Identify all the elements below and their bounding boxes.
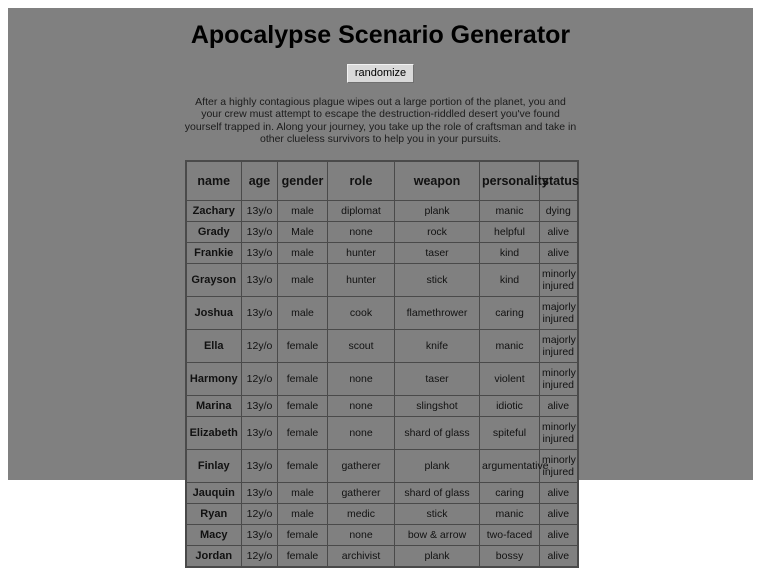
cell-personality: idiotic xyxy=(480,396,540,417)
cell-role: scout xyxy=(328,330,395,363)
cell-gender: male xyxy=(278,201,328,222)
cell-age: 13y/o xyxy=(242,483,278,504)
cell-gender: female xyxy=(278,525,328,546)
cell-name: Frankie xyxy=(186,243,242,264)
cell-personality: manic xyxy=(480,201,540,222)
cell-role: none xyxy=(328,417,395,450)
cell-role: none xyxy=(328,525,395,546)
cell-role: diplomat xyxy=(328,201,395,222)
browser-viewport xyxy=(8,8,753,563)
cell-age: 13y/o xyxy=(242,417,278,450)
column-header-weapon: weapon xyxy=(395,161,480,201)
cell-age: 13y/o xyxy=(242,450,278,483)
cell-personality: helpful xyxy=(480,222,540,243)
cell-status: majorly injured xyxy=(540,297,578,330)
cell-status: minorly injured xyxy=(540,417,578,450)
cell-personality: caring xyxy=(480,297,540,330)
cell-status: alive xyxy=(540,483,578,504)
cell-weapon: plank xyxy=(395,450,480,483)
cell-status: alive xyxy=(540,504,578,525)
cell-name: Ella xyxy=(186,330,242,363)
cell-age: 12y/o xyxy=(242,363,278,396)
cell-age: 12y/o xyxy=(242,546,278,568)
cell-name: Zachary xyxy=(186,201,242,222)
cell-age: 13y/o xyxy=(242,243,278,264)
column-header-name: name xyxy=(186,161,242,201)
table-row xyxy=(186,222,578,243)
cell-role: gatherer xyxy=(328,450,395,483)
column-header-role: role xyxy=(328,161,395,201)
cell-gender: Male xyxy=(278,222,328,243)
cell-age: 13y/o xyxy=(242,264,278,297)
cell-name: Marina xyxy=(186,396,242,417)
table-body xyxy=(186,201,578,568)
cell-weapon: shard of glass xyxy=(395,417,480,450)
page-content xyxy=(8,8,753,568)
cell-role: cook xyxy=(328,297,395,330)
scenario-description: After a highly contagious plague wipes out a large portion of the planet, you and your crew must attempt to escape the destruction-riddled desert you've found yourself trapped in. Along your journey, you take up the role of craftsman and take in other clueless survivors to help you in your pursuits. xyxy=(184,95,577,146)
cell-role: none xyxy=(328,396,395,417)
table-row xyxy=(186,483,578,504)
table-row xyxy=(186,396,578,417)
page-title: Apocalypse Scenario Generator xyxy=(190,21,571,49)
cell-age: 12y/o xyxy=(242,330,278,363)
cell-weapon: plank xyxy=(395,201,480,222)
cell-role: archivist xyxy=(328,546,395,568)
table-row xyxy=(186,546,578,568)
cell-weapon: taser xyxy=(395,243,480,264)
cell-gender: female xyxy=(278,396,328,417)
cell-status: minorly injured xyxy=(540,450,578,483)
cell-gender: female xyxy=(278,450,328,483)
cell-role: hunter xyxy=(328,264,395,297)
cell-weapon: taser xyxy=(395,363,480,396)
cell-gender: female xyxy=(278,417,328,450)
cell-name: Jordan xyxy=(186,546,242,568)
cell-status: alive xyxy=(540,222,578,243)
cell-role: medic xyxy=(328,504,395,525)
cell-weapon: stick xyxy=(395,264,480,297)
table-row xyxy=(186,450,578,483)
cell-weapon: flamethrower xyxy=(395,297,480,330)
cell-name: Macy xyxy=(186,525,242,546)
cell-personality: kind xyxy=(480,264,540,297)
cell-weapon: plank xyxy=(395,546,480,568)
table-row xyxy=(186,363,578,396)
table-row xyxy=(186,417,578,450)
cell-weapon: stick xyxy=(395,504,480,525)
cell-weapon: rock xyxy=(395,222,480,243)
cell-personality: argumentative xyxy=(480,450,540,483)
table-header xyxy=(186,161,578,201)
cell-name: Grayson xyxy=(186,264,242,297)
column-header-age: age xyxy=(242,161,278,201)
cell-name: Elizabeth xyxy=(186,417,242,450)
cell-age: 13y/o xyxy=(242,525,278,546)
cell-status: majorly injured xyxy=(540,330,578,363)
cell-status: alive xyxy=(540,546,578,568)
cell-role: none xyxy=(328,363,395,396)
column-header-personality: personality xyxy=(480,161,540,201)
cell-age: 13y/o xyxy=(242,222,278,243)
cell-gender: female xyxy=(278,546,328,568)
table-row xyxy=(186,525,578,546)
table-row xyxy=(186,264,578,297)
table-row xyxy=(186,504,578,525)
cell-status: dying xyxy=(540,201,578,222)
cell-personality: spiteful xyxy=(480,417,540,450)
cell-role: gatherer xyxy=(328,483,395,504)
cell-gender: female xyxy=(278,330,328,363)
cell-gender: male xyxy=(278,297,328,330)
cell-personality: violent xyxy=(480,363,540,396)
cell-weapon: knife xyxy=(395,330,480,363)
cell-personality: manic xyxy=(480,504,540,525)
cell-name: Harmony xyxy=(186,363,242,396)
cell-personality: two-faced xyxy=(480,525,540,546)
cell-age: 13y/o xyxy=(242,396,278,417)
cell-weapon: shard of glass xyxy=(395,483,480,504)
table-row xyxy=(186,201,578,222)
cell-gender: male xyxy=(278,504,328,525)
table-row xyxy=(186,330,578,363)
cell-name: Jauquin xyxy=(186,483,242,504)
cell-gender: male xyxy=(278,264,328,297)
column-header-gender: gender xyxy=(278,161,328,201)
cell-status: alive xyxy=(540,525,578,546)
table-row xyxy=(186,297,578,330)
cell-name: Joshua xyxy=(186,297,242,330)
cell-status: minorly injured xyxy=(540,264,578,297)
cell-personality: kind xyxy=(480,243,540,264)
cell-personality: manic xyxy=(480,330,540,363)
column-header-status: status xyxy=(540,161,578,201)
cell-personality: bossy xyxy=(480,546,540,568)
survivor-table-wrapper xyxy=(185,160,577,568)
cell-age: 13y/o xyxy=(242,297,278,330)
table-row xyxy=(186,243,578,264)
cell-gender: male xyxy=(278,243,328,264)
cell-name: Ryan xyxy=(186,504,242,525)
cell-weapon: bow & arrow xyxy=(395,525,480,546)
cell-role: none xyxy=(328,222,395,243)
cell-age: 13y/o xyxy=(242,201,278,222)
cell-status: alive xyxy=(540,243,578,264)
survivor-table xyxy=(185,160,579,568)
randomize-button[interactable]: randomize xyxy=(347,64,414,83)
randomize-button-row xyxy=(8,63,753,83)
cell-gender: male xyxy=(278,483,328,504)
cell-name: Grady xyxy=(186,222,242,243)
cell-name: Finlay xyxy=(186,450,242,483)
cell-status: minorly injured xyxy=(540,363,578,396)
cell-status: alive xyxy=(540,396,578,417)
cell-role: hunter xyxy=(328,243,395,264)
table-header-row xyxy=(186,161,578,201)
cell-age: 12y/o xyxy=(242,504,278,525)
cell-gender: female xyxy=(278,363,328,396)
cell-personality: caring xyxy=(480,483,540,504)
cell-weapon: slingshot xyxy=(395,396,480,417)
